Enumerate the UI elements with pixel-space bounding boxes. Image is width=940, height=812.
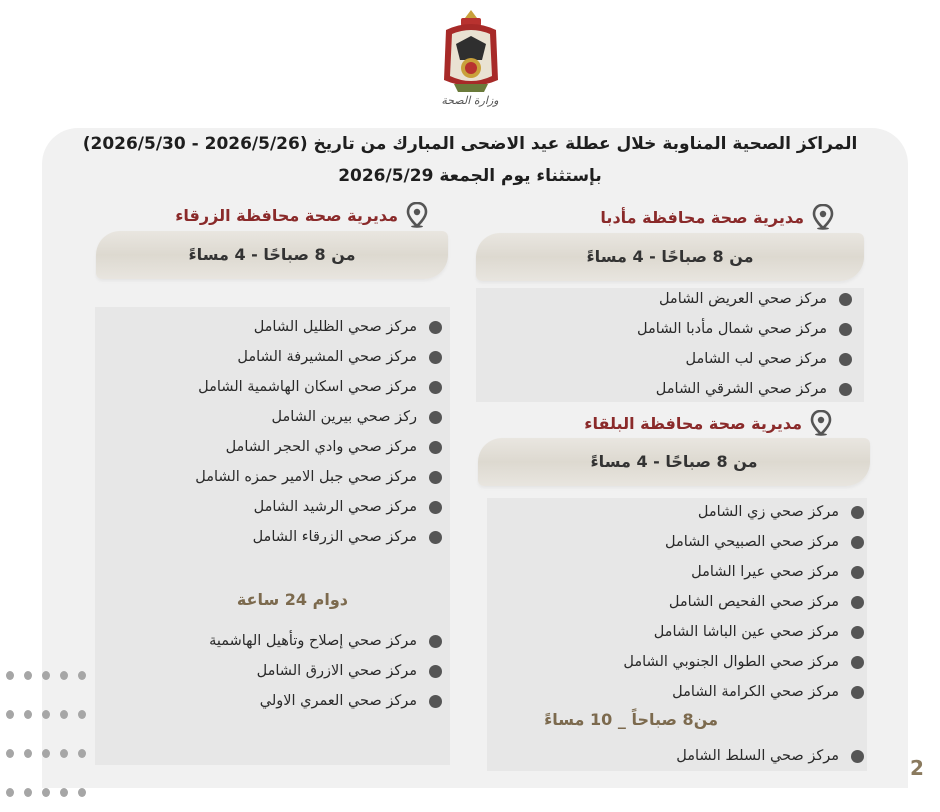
zarqa-hours-banner: من 8 صباحًا - 4 مساءً: [96, 231, 448, 279]
bullet-icon: [839, 323, 852, 336]
list-item: مركز صحي العريض الشامل: [637, 284, 852, 314]
zarqa-heading-label: مديرية صحة محافظة الزرقاء: [175, 205, 398, 225]
list-item: مركز صحي اسكان الهاشمية الشامل: [195, 372, 442, 402]
bullet-icon: [851, 536, 864, 549]
balqa-hours-banner: من 8 صباحًا - 4 مساءً: [478, 438, 870, 486]
list-item: مركز صحي لب الشامل: [637, 344, 852, 374]
page-number: 2: [910, 756, 924, 780]
list-item: مركز صحي شمال مأدبا الشامل: [637, 314, 852, 344]
list-item: مركز صحي عين الباشا الشامل: [623, 617, 864, 647]
location-pin-icon: [406, 202, 428, 228]
ministry-name: وزارة الصحة: [441, 94, 499, 107]
zarqa-24h-heading: دوام 24 ساعة: [236, 590, 348, 609]
balqa-extended-centers-list: [676, 741, 864, 771]
location-pin-icon: [810, 410, 832, 436]
zarqa-24h-centers-list: [209, 626, 442, 716]
bullet-icon: [851, 626, 864, 639]
bullet-icon: [429, 441, 442, 454]
bullet-icon: [429, 635, 442, 648]
bullet-icon: [429, 531, 442, 544]
list-item: مركز صحي السلط الشامل: [676, 741, 864, 771]
balqa-heading-label: مديرية صحة محافظة البلقاء: [584, 413, 802, 433]
location-pin-icon: [812, 204, 834, 230]
page-title: المراكز الصحية المناوبة خلال عطلة عيد الاضحى المبارك من تاريخ (2026/5/26 - 2026/5/30): [82, 134, 858, 154]
list-item: مركز صحي زي الشامل: [623, 497, 864, 527]
list-item: مركز صحي جبل الامير حمزه الشامل: [195, 462, 442, 492]
list-item: مركز صحي الشرقي الشامل: [637, 374, 852, 404]
zarqa-directorate-heading: [175, 202, 428, 228]
list-item: مركز صحي الكرامة الشامل: [623, 677, 864, 707]
list-item: مركز صحي الصبيحي الشامل: [623, 527, 864, 557]
bullet-icon: [851, 506, 864, 519]
list-item: مركز صحي الفحيص الشامل: [623, 587, 864, 617]
list-item: مركز صحي العمري الاولي: [209, 686, 442, 716]
bullet-icon: [429, 381, 442, 394]
list-item: مركز صحي الازرق الشامل: [209, 656, 442, 686]
madaba-heading-label: مديرية صحة محافظة مأدبا: [600, 207, 804, 227]
madaba-hours-banner: من 8 صباحًا - 4 مساءً: [476, 233, 864, 281]
list-item: مركز صحي إصلاح وتأهيل الهاشمية: [209, 626, 442, 656]
list-item: مركز صحي الرشيد الشامل: [195, 492, 442, 522]
balqa-directorate-heading: [584, 410, 832, 436]
bullet-icon: [851, 686, 864, 699]
list-item: مركز صحي الظليل الشامل: [195, 312, 442, 342]
list-item: مركز صحي وادي الحجر الشامل: [195, 432, 442, 462]
bullet-icon: [429, 351, 442, 364]
list-item: مركز صحي عيرا الشامل: [623, 557, 864, 587]
list-item: مركز صحي الطوال الجنوبي الشامل: [623, 647, 864, 677]
bullet-icon: [839, 293, 852, 306]
page-subtitle: بإستثناء يوم الجمعة 2026/5/29: [338, 166, 602, 186]
zarqa-centers-list: [195, 312, 442, 552]
balqa-centers-list: [623, 497, 864, 707]
bullet-icon: [429, 471, 442, 484]
bullet-icon: [429, 411, 442, 424]
bullet-icon: [429, 501, 442, 514]
decorative-dots: [6, 656, 86, 812]
list-item: ركز صحي بيرين الشامل: [195, 402, 442, 432]
list-item: مركز صحي الزرقاء الشامل: [195, 522, 442, 552]
bullet-icon: [851, 750, 864, 763]
bullet-icon: [429, 321, 442, 334]
bullet-icon: [429, 665, 442, 678]
balqa-extended-hours-heading: من8 صباحاً _ 10 مساءً: [544, 710, 718, 729]
madaba-directorate-heading: [600, 204, 834, 230]
madaba-centers-list: [637, 284, 852, 404]
bullet-icon: [429, 695, 442, 708]
bullet-icon: [839, 383, 852, 396]
list-item: مركز صحي المشيرفة الشامل: [195, 342, 442, 372]
bullet-icon: [839, 353, 852, 366]
bullet-icon: [851, 596, 864, 609]
bullet-icon: [851, 566, 864, 579]
bullet-icon: [851, 656, 864, 669]
